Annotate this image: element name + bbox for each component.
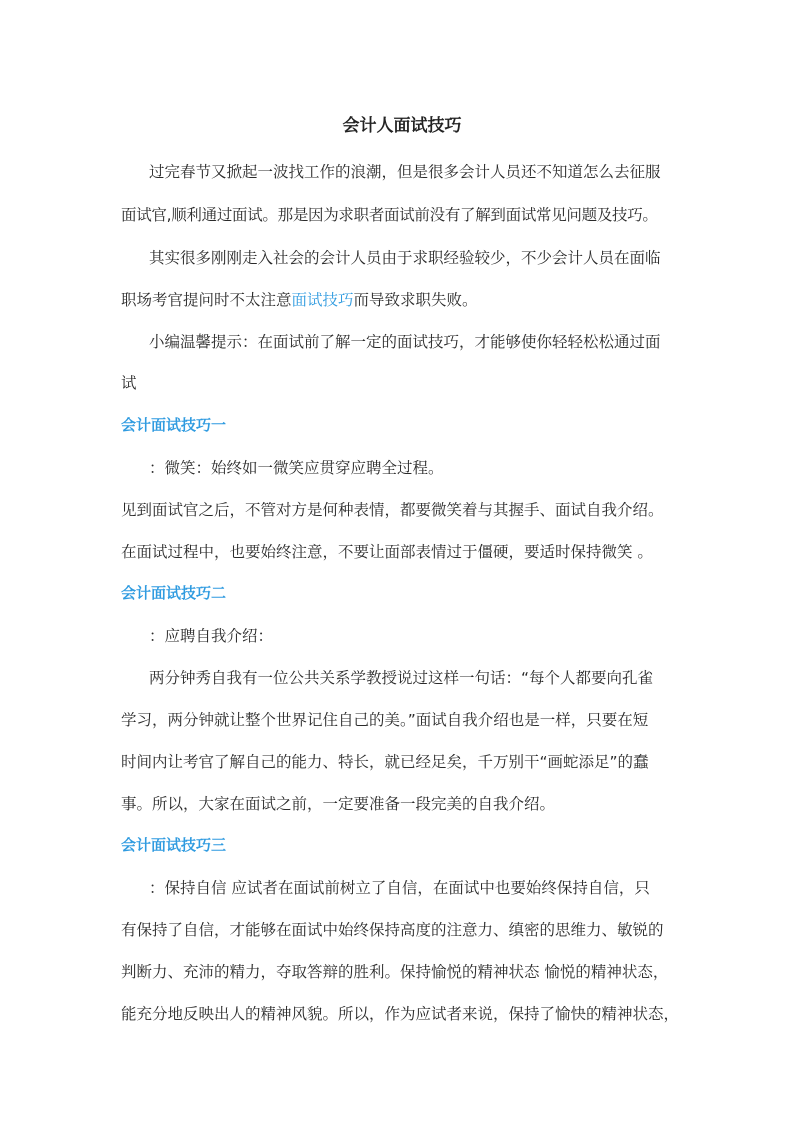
section-3-line-1: ：保持自信 应试者在面试前树立了自信，在面试中也要始终保持自信，只 <box>149 879 650 897</box>
document-title: 会计人面试技巧 <box>342 116 462 136</box>
section-2-line-1: ：应聘自我介绍： <box>149 627 274 645</box>
paragraph-1-line-2: 面试官,顺利通过面试。那是因为求职者面试前没有了解到面试常见问题及技巧。 <box>121 206 658 224</box>
paragraph-2-line-1: 其实很多刚刚走入社会的会计人员由于求职经验较少，不少会计人员在面临 <box>149 249 661 267</box>
section-2-line-4: 时间内让考官了解自己的能力、特长，就已经足矣，千万别干“画蛇添足”的蠢 <box>121 753 649 771</box>
section-3-line-4: 能充分地反映出人的精神风貌。所以，作为应试者来说，保持了愉快的精神状态， <box>121 1005 680 1023</box>
section-1-line-1: ：微笑：始终如一微笑应贯穿应聘全过程。 <box>149 459 444 477</box>
section-2-heading: 会计面试技巧二 <box>121 584 227 602</box>
paragraph-3-line-2: 试 <box>121 374 137 392</box>
section-1-heading: 会计面试技巧一 <box>121 416 227 434</box>
section-3-heading: 会计面试技巧三 <box>121 836 227 854</box>
section-2-line-5: 事。所以，大家在面试之前，一定要准备一段完美的自我介绍。 <box>121 795 556 813</box>
section-3-line-2: 有保持了自信，才能够在面试中始终保持高度的注意力、缜密的思维力、敏锐的 <box>121 921 664 939</box>
section-2-line-2: 两分钟秀自我有一位公共关系学教授说过这样一句话：“每个人都要向孔雀 <box>149 669 654 687</box>
section-1-line-3: 在面试过程中，也要始终注意，不要让面部表情过于僵硬，要适时保持微笑 。 <box>121 543 653 561</box>
paragraph-2-line-2 <box>121 289 478 311</box>
paragraph-2-text-before: 职场考官提问时不太注意 <box>121 291 292 309</box>
section-1-line-2: 见到面试官之后，不管对方是何种表情，都要微笑着与其握手、面试自我介绍。 <box>121 501 664 519</box>
section-2-line-3: 学习，两分钟就让整个世界记住自己的美。”面试自我介绍也是一样，只要在短 <box>121 711 649 729</box>
paragraph-3-line-1: 小编温馨提示：在面试前了解一定的面试技巧，才能够使你轻轻松松通过面 <box>149 333 661 351</box>
paragraph-2-text-after: 而导致求职失败。 <box>353 291 478 309</box>
section-3-line-3: 判断力、充沛的精力，夺取答辩的胜利。保持愉悦的精神状态 愉悦的精神状态， <box>121 963 669 981</box>
paragraph-1-line-1: 过完春节又掀起一波找工作的浪潮，但是很多会计人员还不知道怎么去征服 <box>149 163 661 181</box>
interview-tips-link[interactable]: 面试技巧 <box>291 291 354 309</box>
